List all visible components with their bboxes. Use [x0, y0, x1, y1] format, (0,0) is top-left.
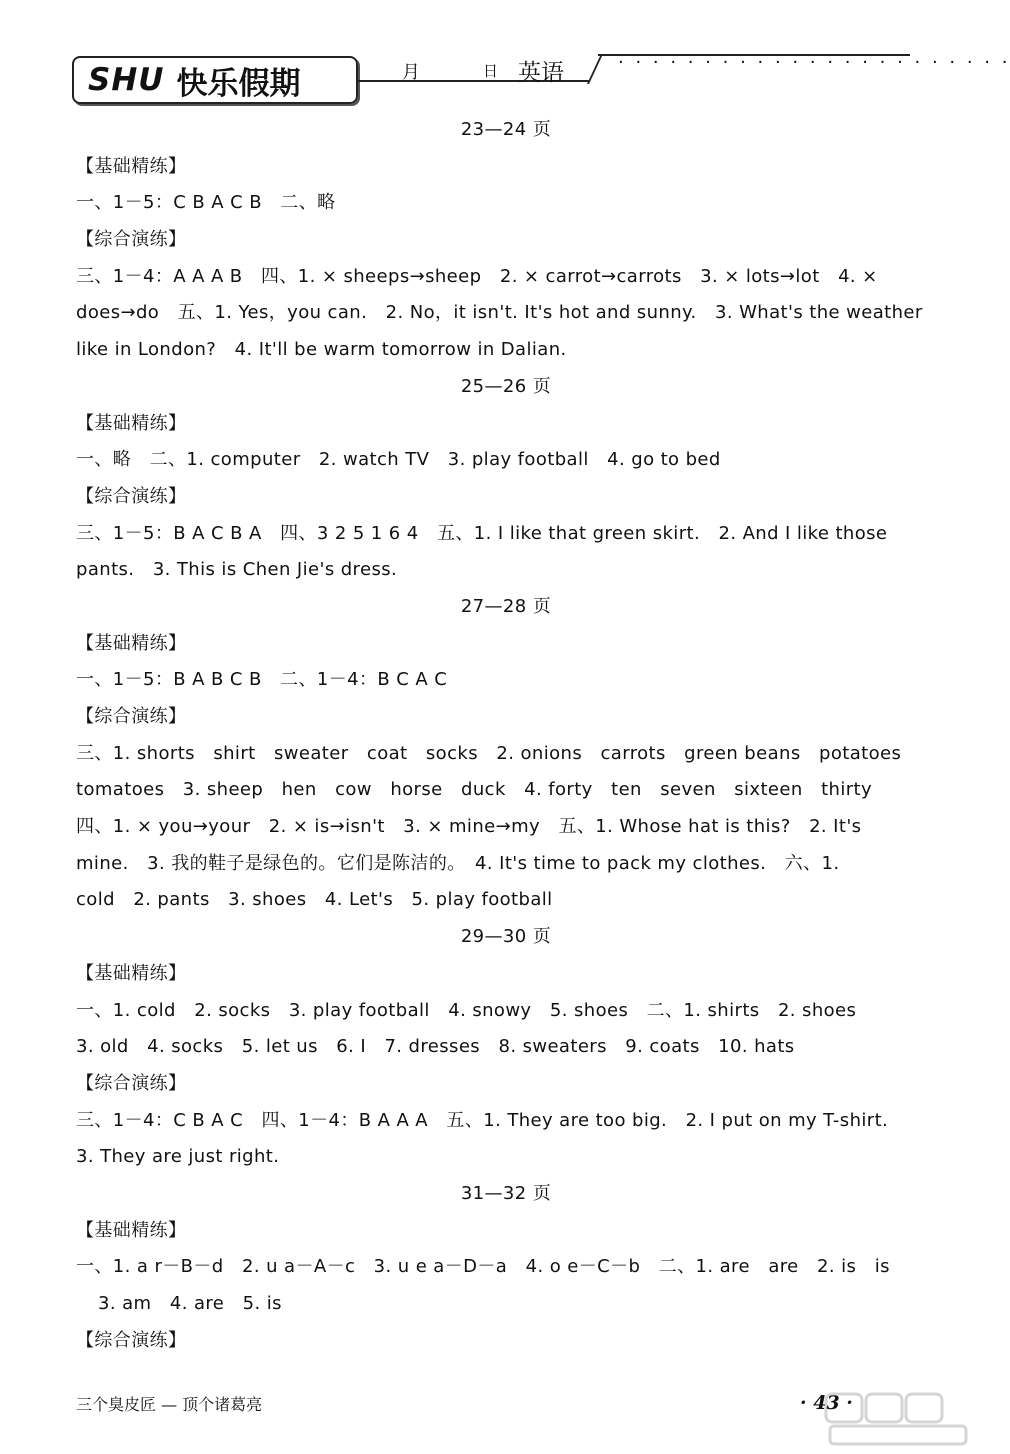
page-header — [58, 50, 1010, 112]
answer-line: 三、1－5：B A C B A 四、3 2 5 1 6 4 五、1. I like that green skirt. 2. And I like those — [76, 522, 888, 544]
answer-line: tomatoes 3. sheep hen cow horse duck 4. forty ten seven sixteen thirty — [76, 779, 873, 801]
answer-line: 一、1－5：C B A C B 二、略 — [76, 192, 336, 214]
answer-line: like in London? 4. It'll be warm tomorrow in Dalian. — [76, 339, 567, 361]
page-range-heading: 23—24 页 — [460, 119, 552, 140]
header-slash — [587, 54, 603, 84]
answer-line: 一、1－5：B A B C B 二、1－4：B C A C — [76, 669, 448, 691]
section-heading: 【综合演练】 — [76, 485, 187, 507]
answer-line: 3. They are just right. — [76, 1146, 280, 1168]
footer-slogan: 三个臭皮匠 — 顶个诸葛亮 — [76, 1395, 263, 1414]
answer-line: 一、1. a r－B－d 2. u a－A－c 3. u e a－D－a 4. o e－C－b 二、1. are are 2. is is — [76, 1256, 890, 1278]
answer-line: 三、1－4：A A A B 四、1. × sheeps→sheep 2. × carrot→carrots 3. × lots→lot 4. × — [76, 265, 878, 287]
page-range-heading: 31—32 页 — [460, 1182, 552, 1204]
section-heading: 【基础精练】 — [76, 155, 187, 177]
section-heading: 【综合演练】 — [76, 229, 187, 251]
brand-logo — [72, 56, 358, 104]
section-heading: 【综合演练】 — [76, 1329, 187, 1351]
page-range-heading: 27—28 页 — [460, 595, 552, 617]
answer-line: 三、1. shorts shirt sweater coat socks 2. onions carrots green beans potatoes — [76, 742, 902, 764]
page-range-heading: 25—26 页 — [460, 375, 552, 397]
answer-line: mine. 3. 我的鞋子是绿色的。它们是陈洁的。 4. It's time to pack my clothes. 六、1. — [76, 852, 840, 874]
answer-line: 3. old 4. socks 5. let us 6. I 7. dresses 8. sweaters 9. coats 10. hats — [76, 1036, 795, 1058]
answer-line: pants. 3. This is Chen Jie's dress. — [76, 559, 398, 581]
section-heading: 【基础精练】 — [76, 412, 187, 434]
answer-line: cold 2. pants 3. shoes 4. Let's 5. play football — [76, 889, 553, 911]
section-heading: 【综合演练】 — [76, 706, 187, 727]
page-range-heading: 29—30 页 — [460, 926, 552, 948]
logo-brand: SHU — [88, 62, 165, 98]
month-label: 月 — [402, 62, 420, 83]
section-heading: 【综合演练】 — [76, 1072, 187, 1094]
answer-line: 3. am 4. are 5. is — [98, 1293, 282, 1314]
logo-title: 快乐假期 — [176, 65, 301, 102]
answer-line: 一、略 二、1. computer 2. watch TV 3. play football 4. go to bed — [76, 449, 721, 471]
answer-content — [76, 112, 923, 1359]
subject-label: 英语 — [518, 60, 564, 86]
page-number: · 43 · — [800, 1392, 853, 1414]
day-label: 日 — [483, 62, 499, 80]
section-heading: 【基础精练】 — [76, 1219, 187, 1241]
answer-line: does→do 五、1. Yes，you can. 2. No，it isn't. It's hot and sunny. 3. What's the weather — [76, 302, 923, 324]
section-heading: 【基础精练】 — [76, 962, 187, 984]
answer-line: 三、1－4：C B A C 四、1－4：B A A A 五、1. They are too big. 2. I put on my T-shirt. — [76, 1109, 889, 1131]
header-dots: · · · · · · · · · · · · · · · · · · · · · · · — [618, 52, 1010, 73]
answer-line: 四、1. × you→your 2. × is→isn't 3. × mine→my 五、1. Whose hat is this? 2. It's — [76, 816, 862, 838]
section-heading: 【基础精练】 — [76, 632, 187, 654]
watermark-logo-icon — [820, 1388, 976, 1448]
answer-line: 一、1. cold 2. socks 3. play football 4. snowy 5. shoes 二、1. shirts 2. shoes — [76, 999, 857, 1021]
